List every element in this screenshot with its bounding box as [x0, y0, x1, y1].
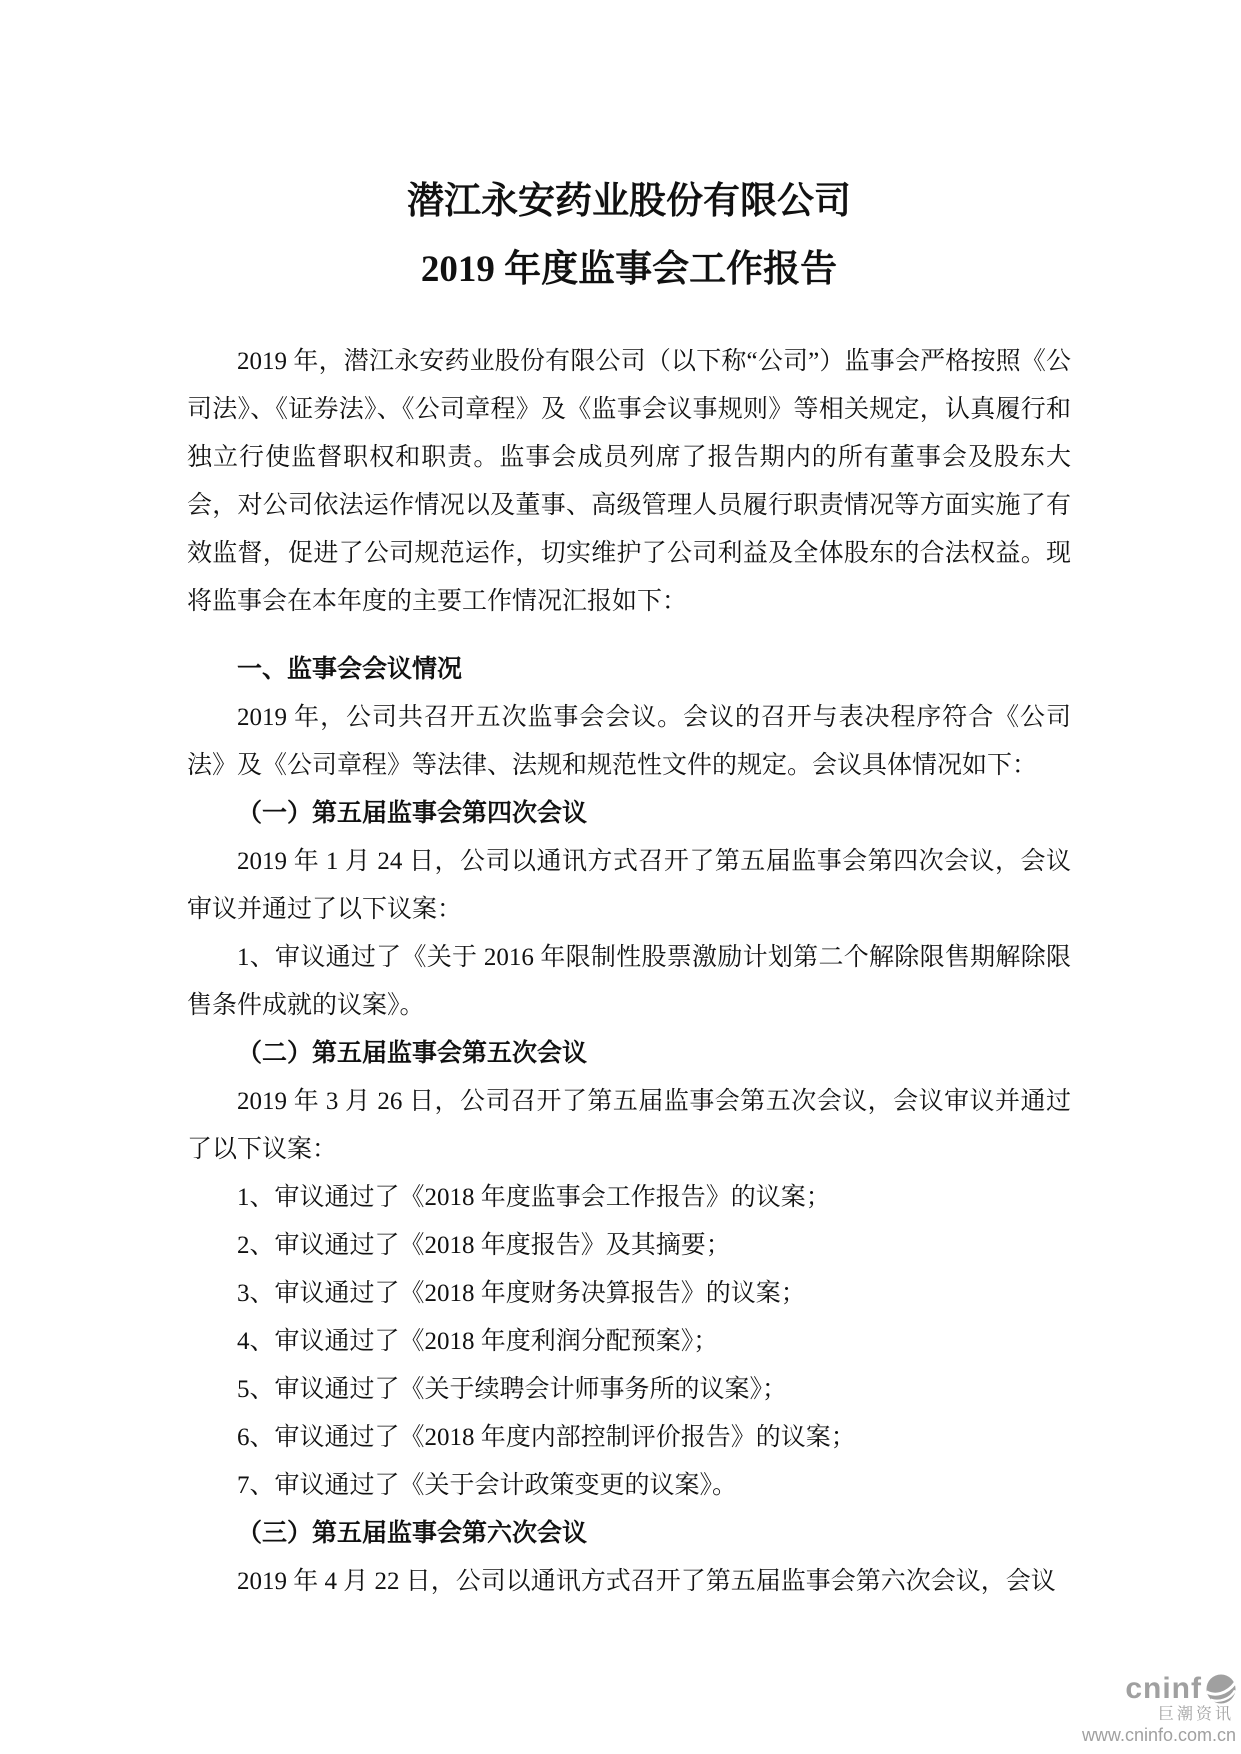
section-heading-meetings: 一、监事会会议情况 — [237, 656, 463, 683]
report-body — [187, 338, 1071, 1606]
resolution-item: 6、审议通过了《2018 年度内部控制评价报告》的议案； — [237, 1424, 856, 1451]
cninfo-watermark — [1082, 1674, 1236, 1744]
resolution-item: 4、审议通过了《2018 年度利润分配预案》； — [237, 1328, 719, 1355]
meeting3-heading: （三）第五届监事会第六次会议 — [237, 1520, 588, 1547]
meeting1-intro-paragraph: 2019 年 1 月 24 日，公司以通讯方式召开了第五届监事会第四次会议，会议审议并通过了以下议案： — [187, 848, 1071, 923]
cninfo-url: www.cninfo.com.cn — [1081, 1725, 1236, 1745]
section1-intro-paragraph: 2019 年，公司共召开五次监事会会议。会议的召开与表决程序符合《公司法》及《公司章程》等法律、法规和规范性文件的规定。会议具体情况如下： — [187, 704, 1071, 779]
resolution-item: 1、审议通过了《关于 2016 年限制性股票激励计划第二个解除限售期解除限售条件成就的议案》。 — [187, 944, 1071, 1019]
company-name-title: 潜江永安药业股份有限公司 — [407, 181, 851, 222]
title-block — [187, 180, 1071, 292]
resolution-item: 2、审议通过了《2018 年度报告》及其摘要； — [237, 1232, 731, 1259]
resolution-item: 1、审议通过了《2018 年度监事会工作报告》的议案； — [237, 1184, 831, 1211]
resolution-item: 7、审议通过了《关于会计政策变更的议案》。 — [237, 1472, 738, 1499]
meeting1-heading: （一）第五届监事会第四次会议 — [237, 800, 588, 827]
document-content — [187, 0, 1071, 1606]
resolution-item: 3、审议通过了《2018 年度财务决算报告》的议案； — [237, 1280, 806, 1307]
meeting2-heading: （二）第五届监事会第五次会议 — [237, 1040, 588, 1067]
resolution-item: 5、审议通过了《关于续聘会计师事务所的议案》； — [237, 1376, 788, 1403]
cninfo-logo-text: cninf — [1125, 1672, 1202, 1705]
meeting3-intro-paragraph: 2019 年 4 月 22 日，公司以通讯方式召开了第五届监事会第六次会议，会议 — [237, 1568, 1056, 1595]
intro-paragraph: 2019 年，潜江永安药业股份有限公司（以下称“公司”）监事会严格按照《公司法》、《证券法》、《公司章程》及《监事会议事规则》等相关规定，认真履行和独立行使监督职权和职责。监事会成员列席了报告期内的所有董事会及股东大会，对公司依法运作情况以及董事、高级管理人员履行职责情况等方面实施了有效监督，促进了公司规范运作，切实维护了公司利益及全体股东的合法权益。现将监事会在本年度的主要工作情况汇报如下： — [187, 348, 1071, 615]
cninfo-logo-row — [1082, 1674, 1236, 1704]
meeting2-intro-paragraph: 2019 年 3 月 26 日，公司召开了第五届监事会第五次会议，会议审议并通过了以下议案： — [187, 1088, 1071, 1163]
report-title: 2019 年度监事会工作报告 — [420, 249, 838, 290]
cninfo-chinese-name: 巨潮资讯 — [1157, 1706, 1234, 1723]
cninfo-globe-icon — [1206, 1674, 1236, 1704]
